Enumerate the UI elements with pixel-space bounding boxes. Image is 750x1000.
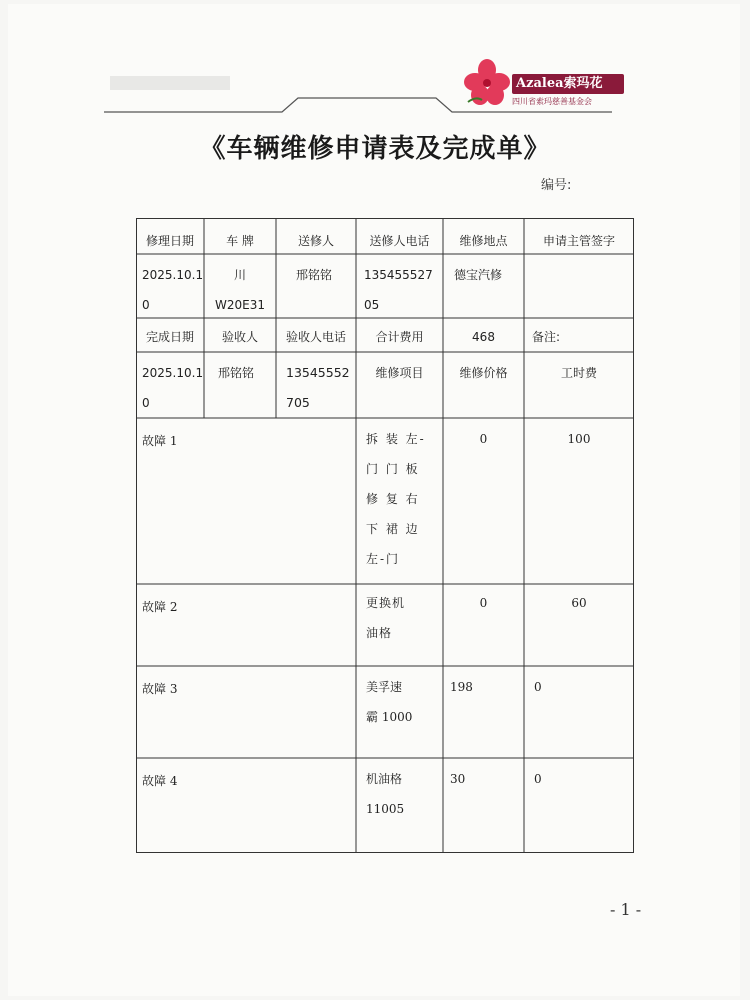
logo-brand-cn: 索玛花 bbox=[563, 76, 603, 91]
header-labor-fee: 工时费 bbox=[560, 366, 597, 380]
fault-4-item-line-1: 机油格 bbox=[366, 772, 403, 786]
fault-1-item-line-4: 下 裙 边 bbox=[366, 522, 420, 536]
fault-4-labor: 0 bbox=[534, 772, 542, 786]
fault-1-price: 0 bbox=[479, 432, 488, 446]
logo-banner bbox=[512, 74, 624, 94]
header-divider bbox=[0, 0, 750, 130]
fault-3-item bbox=[366, 672, 442, 732]
location-value: 德宝汽修 bbox=[454, 268, 503, 282]
fault-3-labor: 0 bbox=[534, 680, 542, 694]
sender-value: 邢铭铭 bbox=[296, 268, 333, 282]
repair-date-value bbox=[142, 260, 204, 320]
fault-1-item-line-1: 拆 装 左- bbox=[366, 432, 426, 446]
fault-1-item bbox=[366, 424, 441, 574]
header-inspector-phone: 验收人电话 bbox=[285, 330, 346, 344]
sender-phone-value bbox=[364, 260, 443, 320]
header-repair-date: 修理日期 bbox=[145, 234, 194, 248]
plate-value bbox=[204, 260, 276, 320]
fault-2-item-line-2: 油格 bbox=[366, 626, 393, 640]
header-repair-price: 维修价格 bbox=[459, 366, 508, 380]
fault-4-price: 30 bbox=[450, 772, 466, 786]
fault-2-item bbox=[366, 588, 441, 648]
complete-date-line-1: 2025.10.1 bbox=[142, 366, 204, 380]
fault-1-item-line-5: 左-门 bbox=[366, 552, 401, 566]
header-sender: 送修人 bbox=[297, 234, 334, 248]
header-total-cost: 合计费用 bbox=[375, 330, 424, 344]
fault-3-item-line-1: 美孚速 bbox=[366, 680, 403, 694]
fault-4-label: 故障 4 bbox=[142, 774, 178, 788]
fault-3-item-line-2: 霸 1000 bbox=[366, 710, 413, 724]
inspector-phone-value bbox=[286, 358, 356, 418]
foundation-logo bbox=[462, 58, 632, 108]
azalea-flower-icon bbox=[462, 58, 512, 108]
fault-2-item-line-1: 更换机 bbox=[366, 596, 406, 610]
header-inspector: 验收人 bbox=[221, 330, 258, 344]
complete-date-value bbox=[142, 358, 204, 418]
header-supervisor-sign: 申请主管签字 bbox=[542, 234, 615, 248]
page-number: - 1 - bbox=[610, 900, 642, 919]
header-complete-date: 完成日期 bbox=[145, 330, 194, 344]
fault-4-item-line-2: 11005 bbox=[366, 802, 405, 816]
fault-3-label: 故障 3 bbox=[142, 682, 178, 696]
inspector-phone-line-1: 13545552 bbox=[286, 365, 350, 380]
inspector-value: 邢铭铭 bbox=[218, 366, 255, 380]
complete-date-line-2: 0 bbox=[142, 396, 150, 410]
fault-2-label: 故障 2 bbox=[142, 600, 178, 614]
repair-date-line-1: 2025.10.1 bbox=[142, 268, 204, 282]
header-location: 维修地点 bbox=[459, 234, 508, 248]
plate-line-1: 川 bbox=[233, 268, 246, 282]
fault-1-item-line-2: 门 门 板 bbox=[366, 462, 420, 476]
sender-phone-line-1: 135455527 bbox=[364, 268, 433, 282]
header-plate: 车 牌 bbox=[226, 234, 254, 248]
total-cost-value: 468 bbox=[472, 330, 495, 344]
header-repair-item: 维修项目 bbox=[375, 366, 424, 380]
logo-brand-en: Azalea bbox=[516, 76, 564, 91]
fault-4-item bbox=[366, 764, 442, 824]
repair-form-table bbox=[136, 218, 634, 853]
fault-1-label: 故障 1 bbox=[142, 434, 178, 448]
fault-2-labor: 60 bbox=[571, 596, 587, 610]
sender-phone-line-2: 05 bbox=[364, 298, 380, 312]
logo-org-name: 四川省索玛慈善基金会 bbox=[512, 97, 592, 106]
inspector-phone-line-2: 705 bbox=[286, 395, 310, 410]
repair-date-line-2: 0 bbox=[142, 298, 150, 312]
plate-line-2: W20E31 bbox=[215, 298, 265, 312]
fault-1-labor: 100 bbox=[567, 432, 591, 446]
fault-2-price: 0 bbox=[479, 596, 488, 610]
header-sender-phone: 送修人电话 bbox=[369, 234, 430, 248]
serial-number-label: 编号: bbox=[541, 178, 572, 193]
fault-3-price: 198 bbox=[450, 680, 473, 694]
fault-1-item-line-3: 修 复 右 bbox=[366, 492, 420, 506]
remark-label: 备注: bbox=[532, 330, 561, 344]
page-title: 《车辆维修申请表及完成单》 bbox=[199, 134, 551, 164]
